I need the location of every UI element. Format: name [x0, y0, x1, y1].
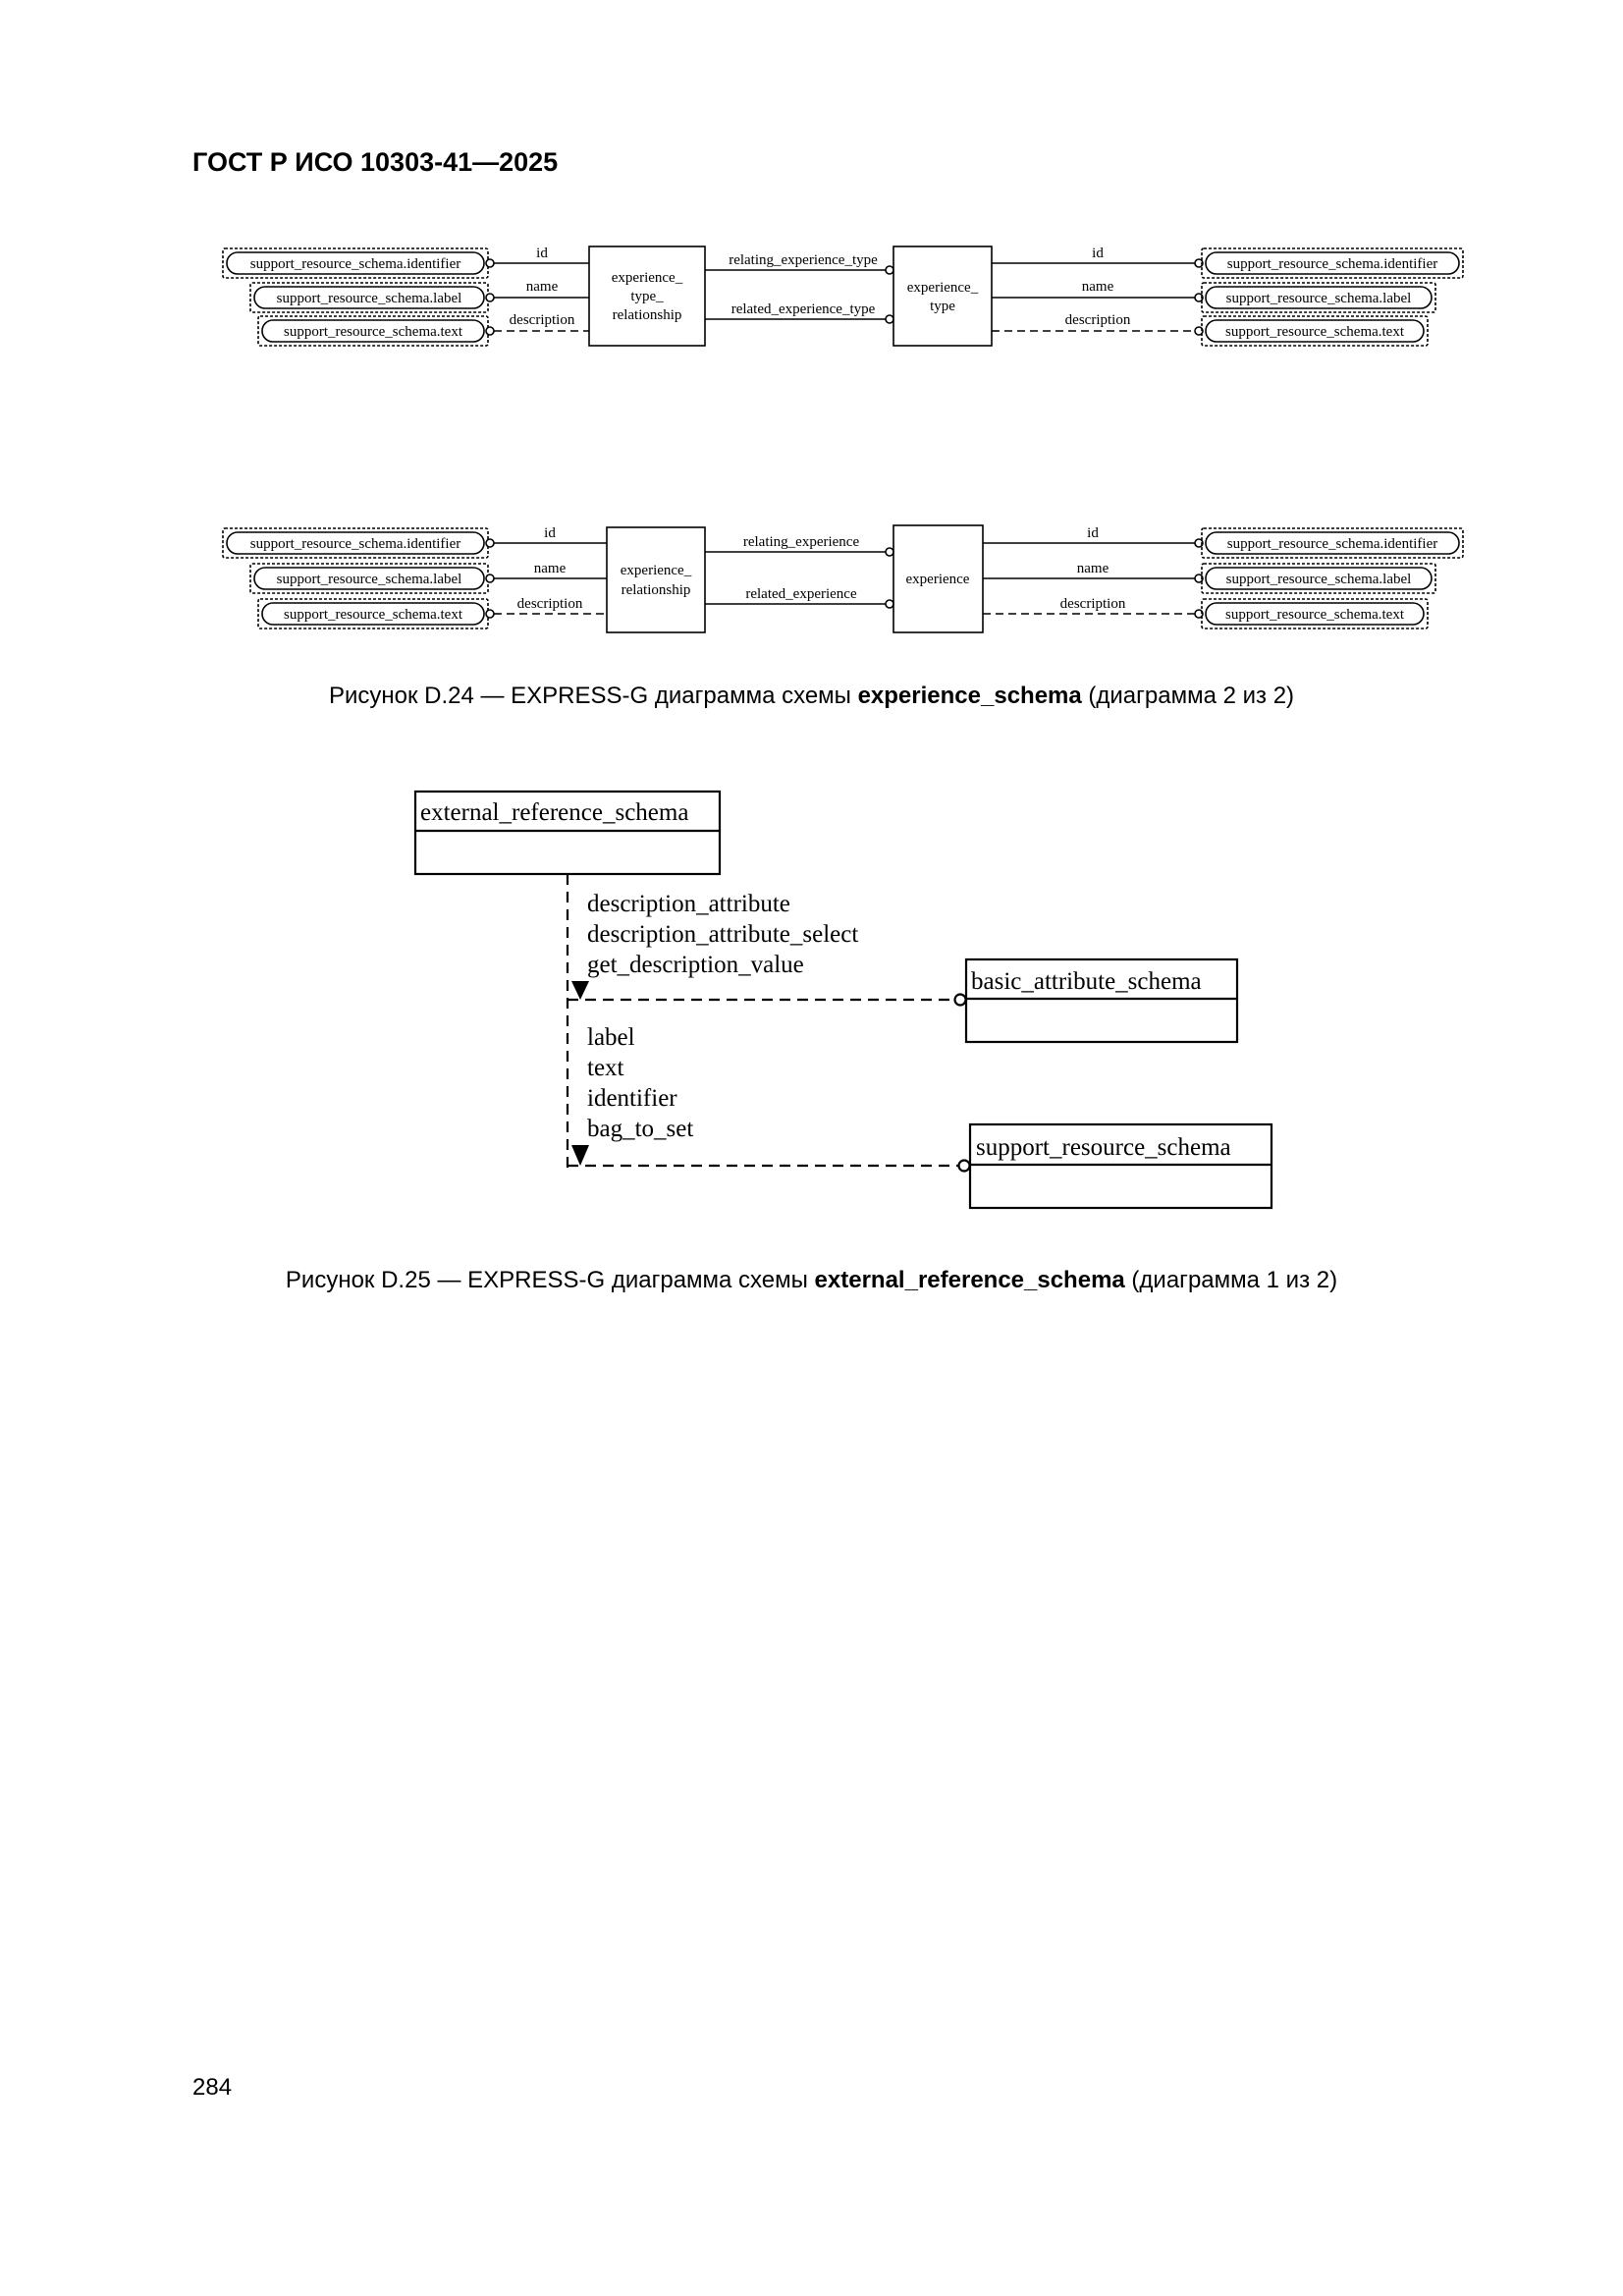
right-ref-identifier-b-label: support_resource_schema.identifier: [1226, 536, 1438, 552]
right-attr-id-a: id: [1092, 246, 1104, 261]
figure-caption-d25: [0, 1267, 1623, 1294]
rel-top-b: relating_experience: [742, 534, 860, 550]
left-attr-description-a: description: [509, 312, 575, 328]
ref2-item: label: [587, 1024, 635, 1051]
rel-bottom-a: related_experience_type: [730, 301, 876, 317]
diagram-b-text: [250, 525, 1438, 623]
left-attr-name-b: name: [533, 561, 567, 576]
right-ref-text-b-label: support_resource_schema.text: [1224, 607, 1405, 623]
arrow-down-icon: [571, 1145, 589, 1166]
entity-right-a-line1: experience_: [906, 280, 979, 296]
right-attr-id-b: id: [1087, 525, 1099, 541]
left-attr-description-b: description: [516, 596, 583, 612]
caption-d25-prefix: Рисунок D.25 — EXPRESS-G диаграмма схемы: [285, 1267, 815, 1293]
left-attr-id-a: id: [536, 246, 548, 261]
caption-d25-schema: external_reference_schema: [814, 1267, 1125, 1293]
entity-left-a-line3: relationship: [612, 307, 682, 323]
entity-left-b-line2: relationship: [621, 582, 691, 598]
caption-d24-suffix: (диаграмма 2 из 2): [1081, 683, 1295, 709]
rel-bottom-b: related_experience: [745, 586, 857, 602]
left-ref-label-a-label: support_resource_schema.label: [276, 291, 462, 306]
figure-caption-d24: [0, 683, 1623, 710]
right-ref-text-a-label: support_resource_schema.text: [1224, 324, 1405, 340]
document-header: ГОСТ Р ИСО 10303-41—2025: [192, 147, 559, 177]
entity-left-a-line2: type_: [630, 289, 664, 304]
entity-right-b-line1: experience: [905, 572, 970, 587]
left-ref-text-a-label: support_resource_schema.text: [283, 324, 463, 340]
page-number: 284: [192, 2074, 233, 2101]
ref1-item: get_description_value: [587, 952, 804, 978]
rel-top-a: relating_experience_type: [729, 252, 878, 268]
right-attr-description-b: description: [1059, 596, 1126, 612]
caption-d25-suffix: (диаграмма 1 из 2): [1124, 1267, 1338, 1293]
left-attr-name-a: name: [525, 279, 559, 295]
entity-box-right-a: [893, 246, 992, 346]
left-ref-identifier-b-label: support_resource_schema.identifier: [249, 536, 461, 552]
entity-left-b-line1: experience_: [620, 563, 692, 578]
ref1-item: description_attribute_select: [587, 921, 859, 948]
ref1-item: description_attribute: [587, 891, 790, 917]
ref2-item: text: [587, 1055, 624, 1081]
entity-left-a-line1: experience_: [611, 270, 683, 286]
basic-attribute-schema-label: basic_attribute_schema: [971, 968, 1202, 995]
right-ref-label-b-label: support_resource_schema.label: [1225, 572, 1412, 587]
left-ref-text-b-label: support_resource_schema.text: [283, 607, 463, 623]
right-attr-description-a: description: [1064, 312, 1131, 328]
arrow-down-icon: [571, 981, 589, 1000]
main-schema-label: external_reference_schema: [420, 799, 689, 826]
left-attr-id-b: id: [544, 525, 556, 541]
entity-box-left-b: [607, 527, 705, 632]
diagram-a-text: [250, 246, 1438, 340]
support-resource-schema-label: support_resource_schema: [976, 1134, 1231, 1161]
ref2-item: bag_to_set: [587, 1116, 694, 1142]
right-ref-label-a-label: support_resource_schema.label: [1225, 291, 1412, 306]
entity-right-a-line2: type: [930, 299, 955, 314]
right-ref-identifier-a-label: support_resource_schema.identifier: [1226, 256, 1438, 272]
right-attr-name-a: name: [1081, 279, 1114, 295]
ref2-item: identifier: [587, 1085, 677, 1112]
caption-d24-prefix: Рисунок D.24 — EXPRESS-G диаграмма схемы: [328, 683, 858, 709]
left-ref-label-b-label: support_resource_schema.label: [276, 572, 462, 587]
left-ref-identifier-a-label: support_resource_schema.identifier: [249, 256, 461, 272]
right-attr-name-b: name: [1076, 561, 1109, 576]
diagram-d25-text: [420, 799, 1231, 1161]
caption-d24-schema: experience_schema: [857, 683, 1082, 709]
